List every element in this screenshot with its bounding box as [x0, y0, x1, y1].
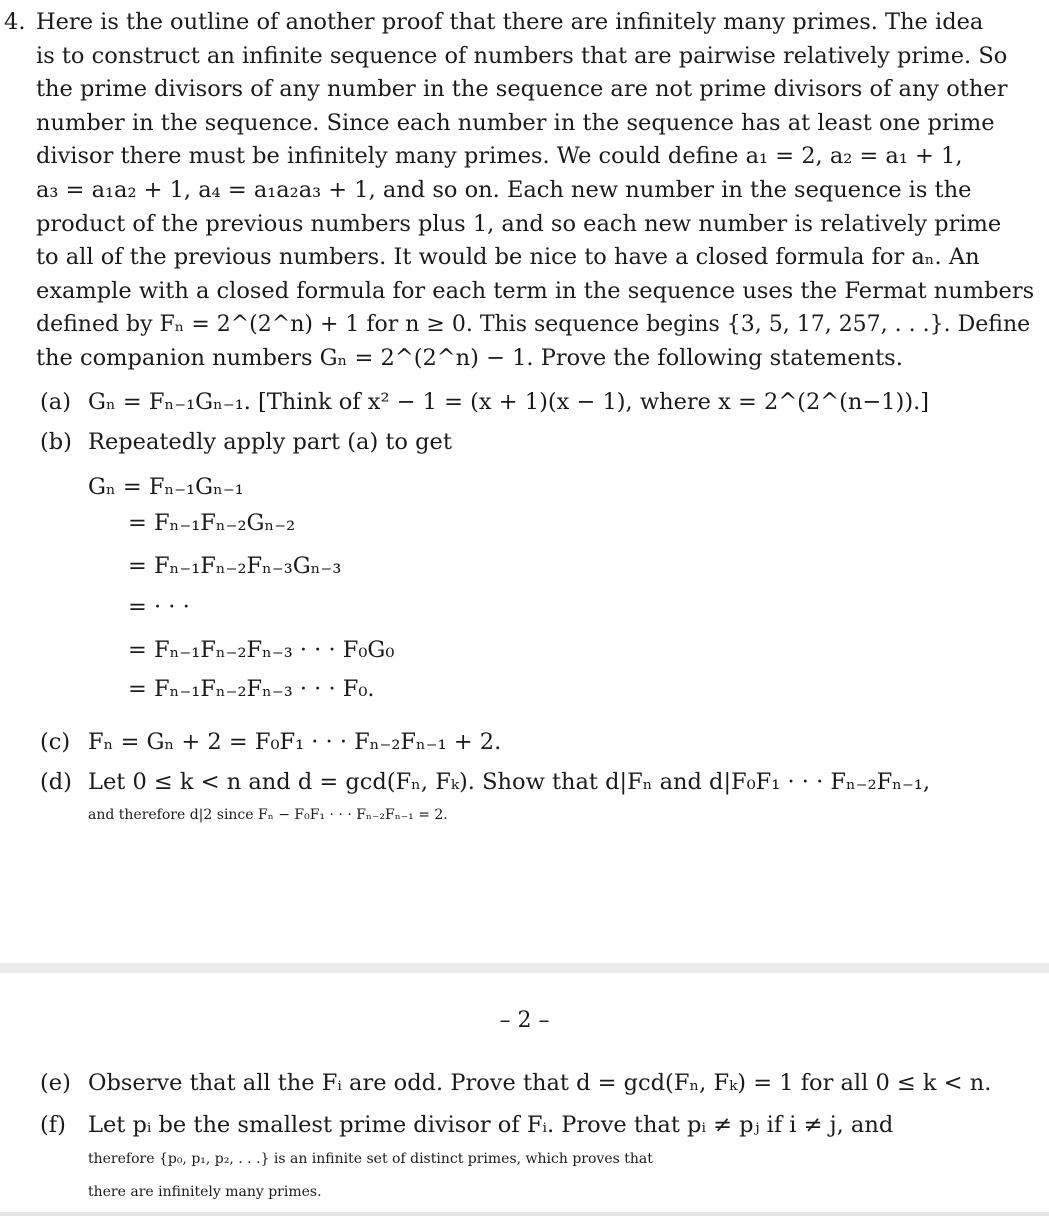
part-c-text: Fₙ = Gₙ + 2 = F₀F₁ · · · Fₙ₋₂Fₙ₋₁ + 2.: [88, 729, 502, 755]
problem-line-8: to all of the previous numbers. It would be nice to have a closed formula for aₙ. An: [36, 244, 980, 271]
part-b: [40, 426, 1000, 459]
page-break-divider: [0, 963, 1049, 973]
page-number: – 2 –: [499, 1008, 550, 1033]
problem-line-9: example with a closed formula for each term in the sequence uses the Fermat numbers: [36, 277, 1035, 304]
part-d-label: (d): [40, 769, 72, 795]
part-d-line-2: and therefore d|2 since Fₙ − F₀F₁ · · · Fₙ₋₂Fₙ₋₁ = 2.: [88, 807, 448, 823]
part-a: [40, 386, 1000, 419]
equation-line: = Fₙ₋₁Fₙ₋₂Fₙ₋₃Gₙ₋₃: [128, 553, 342, 579]
part-e-label: (e): [40, 1070, 71, 1096]
equation-line: = Fₙ₋₁Fₙ₋₂Fₙ₋₃ · · · F₀.: [128, 676, 375, 702]
part-f: [40, 1109, 1000, 1142]
equation-line: = Fₙ₋₁Fₙ₋₂Gₙ₋₂: [128, 510, 296, 536]
part-b-text: Repeatedly apply part (a) to get: [88, 429, 452, 455]
part-e: [40, 1067, 1000, 1100]
problem-line-2: is to construct an infinite sequence of numbers that are pairwise relatively prime. So: [36, 42, 1008, 69]
problem-line-4: number in the sequence. Since each number in the sequence has at least one prime: [36, 109, 995, 136]
part-b-label: (b): [40, 429, 72, 455]
problem-line-5: divisor there must be infinitely many primes. We could define a₁ = 2, a₂ = a₁ + 1,: [36, 143, 963, 170]
bottom-border: [0, 1212, 1049, 1216]
part-a-label: (a): [40, 389, 71, 415]
problem-line-6: a₃ = a₁a₂ + 1, a₄ = a₁a₂a₃ + 1, and so on. Each new number in the sequence is the: [36, 176, 972, 203]
part-e-text: Observe that all the Fᵢ are odd. Prove that d = gcd(Fₙ, Fₖ) = 1 for all 0 ≤ k < n.: [88, 1070, 992, 1096]
part-d: [40, 766, 1000, 799]
part-f-line-2: therefore {p₀, p₁, p₂, . . .} is an infinite set of distinct primes, which proves that: [88, 1151, 653, 1167]
part-d-line-1: Let 0 ≤ k < n and d = gcd(Fₙ, Fₖ). Show that d|Fₙ and d|F₀F₁ · · · Fₙ₋₂Fₙ₋₁,: [88, 769, 931, 795]
part-c: [40, 726, 1000, 759]
equation-line: Gₙ = Fₙ₋₁Gₙ₋₁: [88, 474, 244, 500]
problem-4-paragraph: [4, 6, 1035, 376]
problem-line-3: the prime divisors of any number in the sequence are not prime divisors of any other: [36, 76, 1008, 103]
problem-line-7: product of the previous numbers plus 1, and so each new number is relatively prime: [36, 210, 1002, 237]
part-a-text: Gₙ = Fₙ₋₁Gₙ₋₁. [Think of x² − 1 = (x + 1)(x − 1), where x = 2^(2^(n−1)).]: [88, 389, 930, 415]
part-f-line-3: there are infinitely many primes.: [88, 1184, 322, 1200]
problem-number: 4.: [4, 9, 26, 35]
part-f-label: (f): [40, 1112, 66, 1138]
equation-line: = · · ·: [128, 594, 190, 620]
problem-line-11: the companion numbers Gₙ = 2^(2^n) − 1. Prove the following statements.: [36, 344, 903, 371]
part-c-label: (c): [40, 729, 71, 755]
equation-line: = Fₙ₋₁Fₙ₋₂Fₙ₋₃ · · · F₀G₀: [128, 637, 395, 663]
problem-line-10: defined by Fₙ = 2^(2^n) + 1 for n ≥ 0. This sequence begins {3, 5, 17, 257, . . .}. Define: [36, 312, 1031, 338]
problem-line-1: Here is the outline of another proof that there are infinitely many primes. The idea: [36, 9, 984, 35]
part-f-line-1: Let pᵢ be the smallest prime divisor of Fᵢ. Prove that pᵢ ≠ pⱼ if i ≠ j, and: [88, 1112, 894, 1138]
